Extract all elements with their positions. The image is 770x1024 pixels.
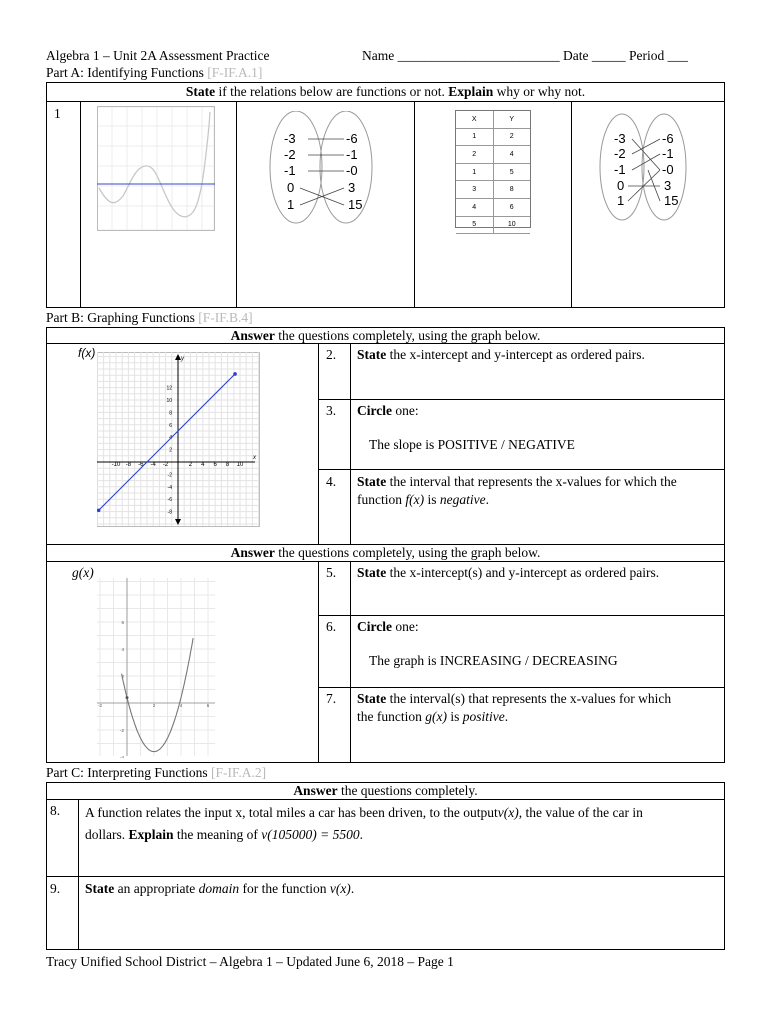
xy-cell: 6 [509, 203, 514, 211]
curve [99, 112, 210, 217]
divider [350, 343, 351, 544]
explain-bold: Explain [448, 84, 494, 99]
part-a-title: Part A: Identifying Functions [46, 65, 204, 80]
q4-bold: State [357, 474, 387, 489]
q7-line2b: is [446, 709, 463, 724]
question-number-4: 4. [326, 474, 337, 489]
xy-header-cell: Y [509, 115, 515, 123]
xy-cell: 2 [456, 146, 494, 163]
question-8-text [85, 802, 723, 846]
worksheet-title [46, 48, 269, 64]
title-text: Algebra 1 – Unit 2A Assessment Practice [46, 48, 270, 63]
q4-end: . [485, 492, 489, 507]
question-number-9: 9. [50, 881, 61, 896]
y-tick-label: 4 [121, 647, 124, 652]
x-tick-label: -8 [125, 462, 132, 468]
question-3-text [357, 402, 419, 420]
x-tick-label: -4 [150, 462, 156, 468]
question-number-5: 5. [326, 565, 337, 580]
part-a-instruction [46, 84, 725, 100]
m1-range-0: -6 [346, 131, 358, 146]
y-tick-label: -4 [119, 755, 124, 758]
part-a-standard: [F-IF.A.1] [207, 65, 263, 80]
divider [350, 561, 351, 763]
divider [46, 101, 725, 102]
fx-graph [97, 352, 262, 528]
question-number-7: 7. [326, 691, 337, 706]
xy-cell: 3 [456, 181, 494, 198]
state-bold: State [185, 84, 216, 99]
y-tick-label: 2 [121, 674, 124, 679]
part-c-instruction [46, 783, 725, 799]
part-b-heading [46, 310, 253, 326]
divider [318, 399, 725, 400]
divider [571, 101, 572, 308]
part-a-graph [97, 106, 215, 231]
y-tick-label: -6 [167, 497, 172, 504]
m2-domain-3: 0 [617, 178, 625, 193]
m1-domain-3: 0 [287, 180, 295, 195]
divider [318, 615, 725, 616]
m1-domain-1: -2 [284, 147, 296, 162]
q9-mid2: for the function [239, 881, 330, 896]
divider [46, 799, 725, 800]
part-b-instruction-2 [46, 545, 725, 561]
xy-header-cell: X [456, 111, 494, 128]
q9-bold: State [85, 881, 115, 896]
divider [318, 561, 319, 763]
question-7-text [357, 690, 722, 726]
gx-graph [97, 578, 217, 758]
xy-table-row [456, 217, 530, 235]
y-tick-label: 2 [169, 447, 172, 454]
m2-range-0: -6 [662, 131, 674, 146]
q7-gx: g(x) [425, 709, 447, 724]
q8-line1a: A function relates the input x, total miles a car has been driven, to the output [85, 805, 498, 820]
m2-domain-2: -1 [614, 162, 626, 177]
xy-table-row [456, 146, 530, 164]
m2-range-3: 3 [664, 178, 672, 193]
q7-line2a: the function [357, 709, 426, 724]
question-number-8: 8. [50, 803, 61, 818]
y-tick-label: -2 [167, 472, 172, 479]
xy-table-row [456, 181, 530, 199]
page-footer: Tracy Unified School District – Algebra 1 – Updated June 6, 2018 – Page 1 [46, 954, 454, 969]
m1-range-3: 3 [348, 180, 356, 195]
m1-domain-2: -1 [284, 163, 296, 178]
divider [318, 469, 725, 470]
question-4-text [357, 473, 722, 509]
q2-rest: the x-intercept and y-intercept as ordered pairs. [386, 347, 645, 362]
x-tick-label: 6 [213, 462, 217, 468]
part-c-title: Part C: Interpreting Functions [46, 765, 208, 780]
m2-domain-4: 1 [617, 193, 625, 208]
y-tick-label: 6 [169, 422, 172, 429]
question-number-1: 1 [54, 106, 61, 121]
xy-table-row [456, 164, 530, 182]
q8-line2a: dollars. [85, 827, 129, 842]
x-tick-label: -2 [162, 462, 169, 468]
y-tick-label: -2 [119, 728, 124, 733]
gx-graph-label: g(x) [72, 565, 94, 580]
m1-domain-4: 1 [287, 197, 295, 212]
x-tick-label: 2 [188, 462, 193, 468]
xy-table-header [456, 111, 530, 129]
q9-end: . [350, 881, 355, 896]
divider [318, 343, 319, 544]
xy-cell: 10 [507, 221, 516, 229]
m2-range-4: 15 [664, 193, 679, 208]
y-tick-label: 6 [121, 620, 124, 625]
question-5-text [357, 564, 719, 582]
fx-graph-label: f(x) [78, 346, 96, 360]
instruction-rest: the questions completely, using the graph below. [274, 328, 541, 343]
x-tick-label: 4 [201, 462, 205, 468]
divider [46, 876, 725, 877]
xy-table-row [456, 199, 530, 217]
m1-domain-0: -3 [284, 131, 296, 146]
x-tick-label: -2 [97, 703, 103, 708]
question-number-3: 3. [326, 403, 337, 418]
part-c-standard: [F-IF.A.2] [210, 765, 267, 780]
y-tick-label: -4 [167, 484, 172, 491]
period-blank[interactable]: ___ [667, 48, 688, 63]
q4-fx: f(x) [405, 492, 425, 507]
y-tick-label: 12 [166, 385, 172, 392]
q9-domain: domain [198, 881, 240, 896]
m1-range-2: -0 [346, 163, 358, 178]
q4-line2a: function [357, 492, 406, 507]
q5-bold: State [357, 565, 387, 580]
q4-negative: negative [439, 492, 486, 507]
instruction-rest: the questions completely, using the graph below. [274, 545, 541, 560]
xy-cell: 1 [456, 164, 494, 181]
xy-table [455, 110, 531, 228]
q3-bold: Circle [357, 403, 392, 418]
divider [78, 799, 79, 950]
name-label: Name [362, 48, 395, 63]
q8-expression: v(105000) = 5500 [261, 827, 360, 842]
y-tick-label: 10 [166, 398, 172, 404]
q8-explain-bold: Explain [128, 827, 174, 842]
divider [318, 687, 725, 688]
answer-bold: Answer [230, 328, 275, 343]
divider [414, 101, 415, 308]
endpoint [233, 372, 237, 376]
period-label: Period [628, 48, 665, 63]
xy-cell: 8 [509, 186, 514, 194]
q2-bold: State [357, 347, 387, 362]
y-tick-label: 8 [169, 410, 172, 417]
q6-graph-choice[interactable]: The graph is INCREASING / DECREASING [369, 653, 618, 668]
q8-vx: v(x) [497, 805, 519, 820]
m1-range-4: 15 [348, 197, 363, 212]
xy-cell: 2 [509, 133, 514, 141]
x-tick-label: 6 [206, 703, 210, 708]
date-blank[interactable]: _____ [591, 48, 626, 63]
mapping-diagram-1 [268, 111, 388, 231]
q8-end: . [359, 827, 363, 842]
student-info-fields[interactable] [362, 48, 688, 64]
part-c-heading [46, 765, 266, 781]
q7-positive: positive [462, 709, 505, 724]
divider [236, 101, 237, 308]
xy-cell: 4 [456, 199, 494, 216]
q7-end: . [504, 709, 509, 724]
x-axis-label: x [253, 455, 256, 461]
q9-mid: an appropriate [114, 881, 199, 896]
parabola [119, 638, 194, 752]
part-b-title: Part B: Graphing Functions [46, 310, 195, 325]
answer-bold: Answer [230, 545, 275, 560]
divider [46, 561, 725, 562]
part-b-standard: [F-IF.B.4] [198, 310, 253, 325]
instruction-rest: the questions completely. [337, 783, 478, 798]
m2-range-2: -0 [662, 162, 674, 177]
mapping-diagram-2 [598, 113, 708, 229]
x-tick-label: 8 [225, 462, 230, 468]
q6-bold: Circle [357, 619, 392, 634]
xy-table-body [456, 111, 530, 234]
q8-line2b: the meaning of [173, 827, 262, 842]
m1-range-1: -1 [346, 147, 358, 162]
q3-slope-choice[interactable]: The slope is POSITIVE / NEGATIVE [369, 437, 575, 452]
x-tick-label: 10 [236, 462, 244, 468]
instruction-mid: if the relations below are functions or not. [215, 84, 449, 99]
y-tick-label: -8 [167, 509, 172, 516]
part-a-heading [46, 65, 262, 81]
instruction-end: why or why not. [493, 84, 586, 99]
y-axis-label: y [181, 356, 184, 362]
xy-cell: 5 [456, 217, 494, 234]
m2-range-1: -1 [662, 146, 674, 161]
m2-domain-0: -3 [614, 131, 626, 146]
q9-vx: v(x) [329, 881, 351, 896]
question-number-6: 6. [326, 619, 337, 634]
xy-cell: 5 [509, 168, 514, 176]
question-9-text [85, 880, 354, 898]
xy-cell: 1 [456, 129, 494, 146]
question-6-text [357, 618, 419, 636]
xy-table-row [456, 129, 530, 147]
name-blank[interactable]: ________________________ [397, 48, 560, 63]
xy-cell: 4 [509, 150, 514, 158]
date-label: Date [562, 48, 589, 63]
q6-rest: one: [391, 619, 419, 634]
x-tick-label: -10 [111, 462, 121, 468]
q7-bold: State [357, 691, 387, 706]
x-tick-label: 2 [152, 703, 156, 708]
m2-domain-1: -2 [614, 146, 626, 161]
q8-line1b: , the value of the car in [518, 805, 643, 820]
x-tick-label: -6 [138, 462, 144, 468]
q5-rest: the x-intercept(s) and y-intercept as ordered pairs. [386, 565, 660, 580]
q4-line1: the interval that represents the x-values for which the [386, 474, 677, 489]
q7-line1: the interval(s) that represents the x-values for which [386, 691, 672, 706]
q4-line2b: is [424, 492, 440, 507]
endpoint [97, 509, 100, 513]
question-number-2: 2. [326, 347, 337, 362]
y-intercept-point [126, 696, 129, 699]
divider [80, 101, 81, 308]
question-2-text [357, 346, 719, 364]
x-tick-label: 4 [179, 703, 183, 708]
q3-rest: one: [391, 403, 419, 418]
answer-bold: Answer [293, 783, 338, 798]
part-b-instruction-1 [46, 328, 725, 344]
